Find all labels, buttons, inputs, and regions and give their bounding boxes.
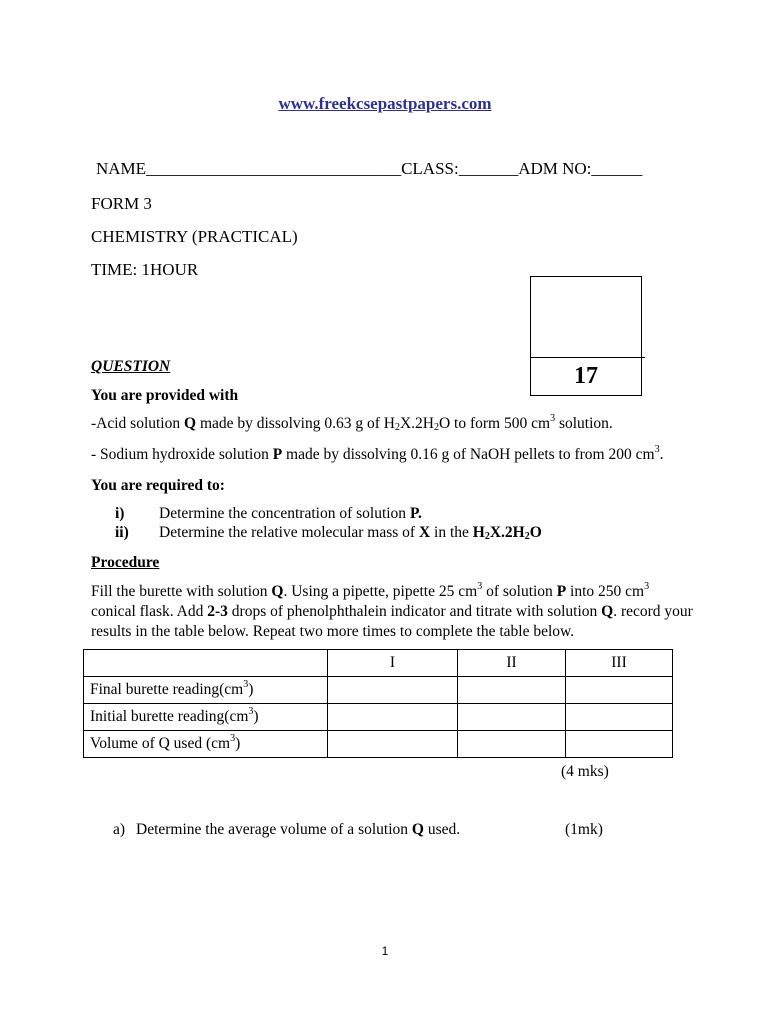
table-cell[interactable]	[328, 704, 458, 731]
req2-number: ii)	[115, 524, 129, 541]
class-blank: _______	[458, 159, 519, 178]
req1-text: Determine the concentration of solution P.	[159, 505, 422, 522]
website-link[interactable]: www.freekcsepastpapers.com	[278, 94, 492, 113]
procedure-line-3: results in the table below. Repeat two more times to complete the table below.	[91, 623, 575, 640]
column-header: II	[458, 650, 566, 677]
part-a-label: a)	[113, 821, 126, 838]
column-header: I	[328, 650, 458, 677]
table-row	[84, 677, 673, 704]
column-header: III	[566, 650, 673, 677]
provided-item-acid: -Acid solution Q made by dissolving 0.63 g of $H_2X.2H_2O$ to form 500 $cm^3$ solution.	[91, 412, 613, 433]
procedure-line-1: Fill the burette with solution Q. Using a pipette, pipette 25 $cm^3$ of solution P into 250 $cm^3$	[91, 580, 650, 600]
form-label: FORM 3	[91, 194, 152, 213]
table-cell[interactable]	[328, 731, 458, 758]
table-cell[interactable]	[566, 704, 673, 731]
row-label: Initial burette $reading(cm^3)$	[84, 704, 328, 731]
procedure-heading: Procedure	[91, 554, 160, 571]
procedure-line-2: conical flask. Add 2-3 drops of phenolphthalein indicator and titrate with solution Q. record your	[91, 603, 693, 620]
part-a-marks: (1mk)	[565, 821, 603, 838]
adm-label: ADM NO:	[518, 159, 592, 178]
table-cell[interactable]	[328, 677, 458, 704]
req1-number: i)	[115, 505, 125, 522]
part-a-text: Determine the average volume of a solution Q used.	[136, 821, 461, 838]
table-cell[interactable]	[458, 704, 566, 731]
provided-item-base: - Sodium hydroxide solution P made by dissolving 0.16 g of NaOH pellets to from 200 $cm^3$.	[91, 443, 664, 463]
score-box	[530, 276, 642, 396]
table-header-row	[84, 650, 673, 677]
row-label: Volume of Q used $(cm^3)$	[84, 731, 328, 758]
row-label: Final burette $reading(cm^3)$	[84, 677, 328, 704]
table-corner-cell	[84, 650, 328, 677]
subject-label: CHEMISTRY (PRACTICAL)	[91, 227, 298, 246]
question-heading: QUESTION	[91, 358, 171, 375]
name-blank: ______________________________	[146, 159, 402, 178]
score-divider	[531, 357, 645, 358]
name-label: NAME	[96, 159, 147, 178]
table-marks: (4 mks)	[561, 763, 609, 780]
page-number: 1	[381, 944, 389, 958]
score-value: 17	[574, 363, 598, 389]
time-label: TIME: 1HOUR	[91, 260, 199, 279]
required-heading: You are required to:	[91, 477, 225, 494]
table-cell[interactable]	[458, 731, 566, 758]
class-label: CLASS:	[401, 159, 459, 178]
table-cell[interactable]	[566, 731, 673, 758]
titration-table	[83, 649, 673, 758]
provided-heading: You are provided with	[91, 387, 239, 404]
table-cell[interactable]	[566, 677, 673, 704]
req2-text: Determine the relative molecular mass of X in the $H_2X.2H_2O$	[159, 524, 542, 542]
table-row	[84, 731, 673, 758]
candidate-details-line	[96, 159, 642, 179]
table-cell[interactable]	[458, 677, 566, 704]
table-row	[84, 704, 673, 731]
adm-blank: ______	[591, 159, 643, 178]
